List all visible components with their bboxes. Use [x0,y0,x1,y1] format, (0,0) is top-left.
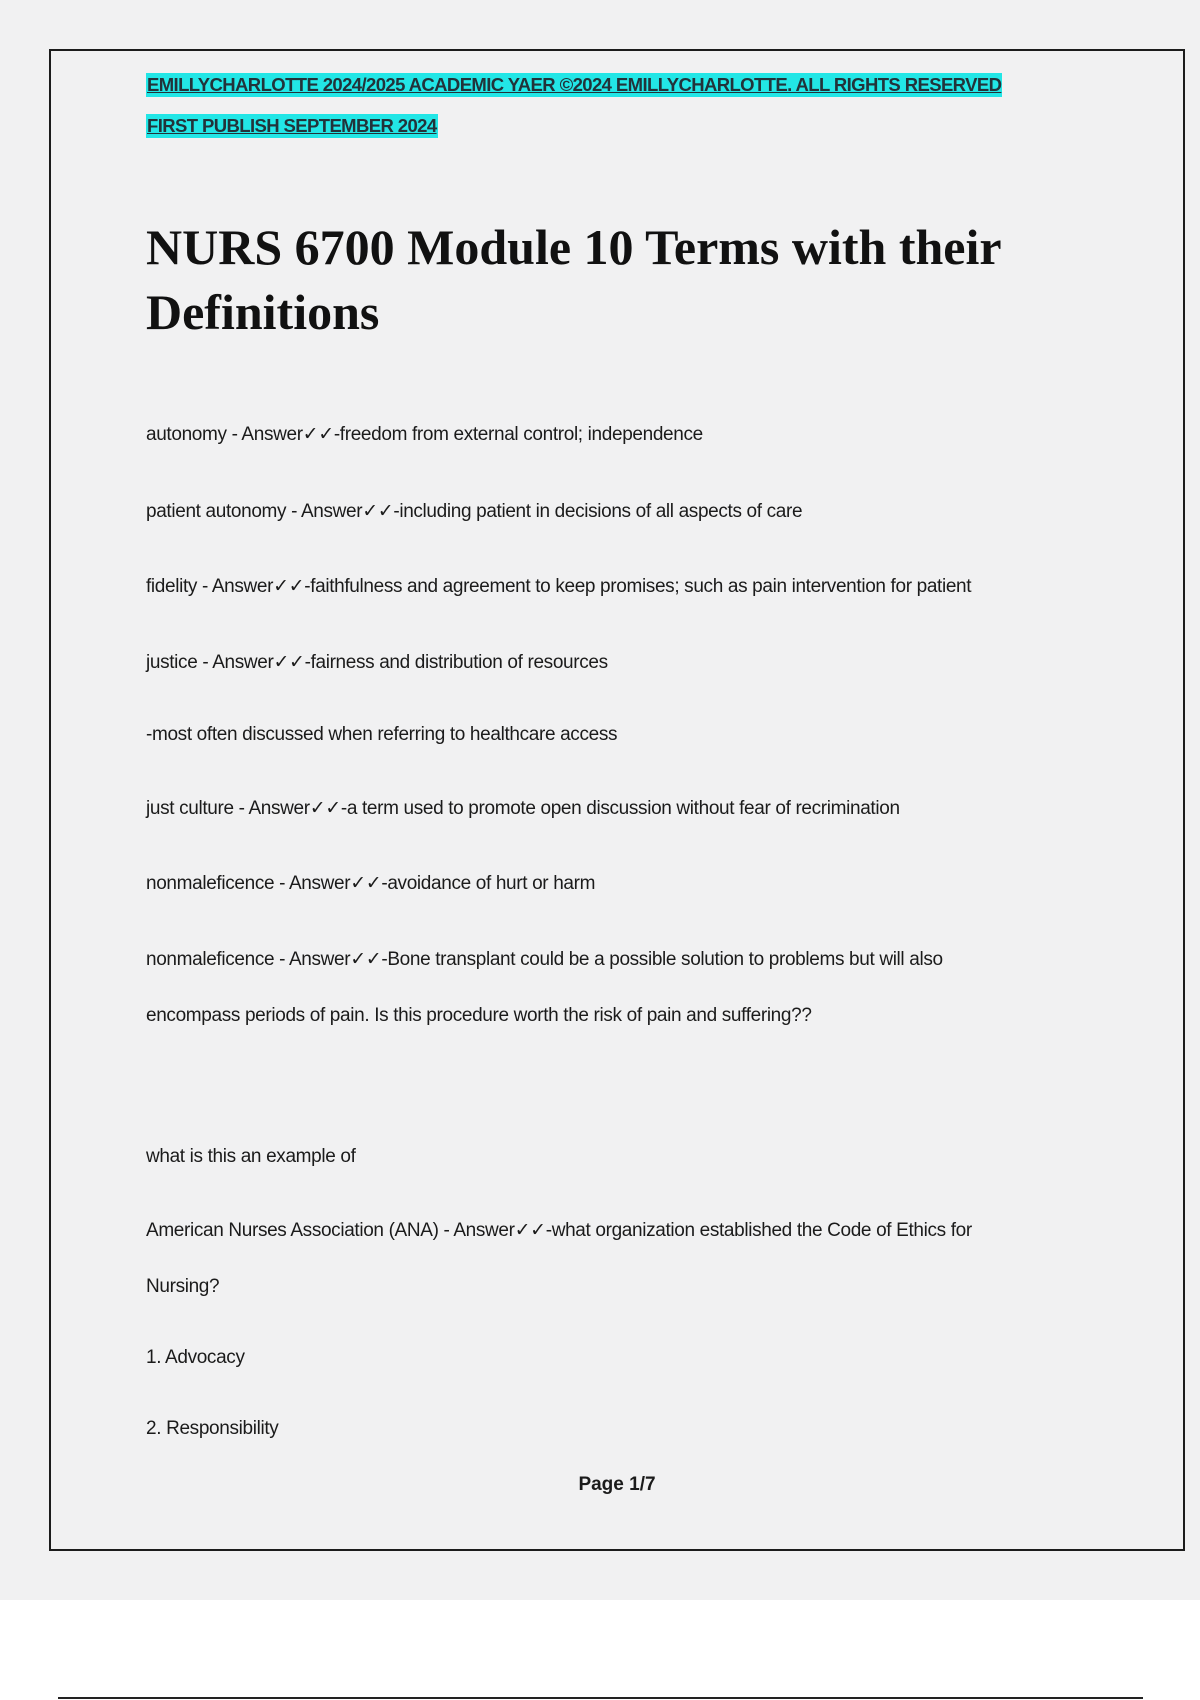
publish-date-header-text: FIRST PUBLISH SEPTEMBER 2024 [147,115,437,136]
list-item-responsibility: 2. Responsibility [146,1418,279,1439]
term-line-ana-cont: Nursing? [146,1276,220,1297]
list-item-advocacy: 1. Advocacy [146,1347,245,1368]
term-line-question: what is this an example of [146,1146,356,1167]
term-line-autonomy: autonomy - Answer✓✓-freedom from external control; independence [146,424,703,445]
next-page-top-rule [58,1697,1143,1699]
document-title: NURS 6700 Module 10 Terms with their Definitions [146,219,1001,340]
copyright-header [146,74,1002,96]
term-line-nonmaleficence: nonmaleficence - Answer✓✓-avoidance of hurt or harm [146,873,596,894]
term-line-justice-note: -most often discussed when referring to healthcare access [146,724,618,745]
term-line-nonmaleficence-example: nonmaleficence - Answer✓✓-Bone transplant could be a possible solution to problems but will also [146,949,943,970]
term-line-nonmaleficence-example-cont: encompass periods of pain. Is this procedure worth the risk of pain and suffering?? [146,1005,812,1026]
term-line-patient-autonomy: patient autonomy - Answer✓✓-including patient in decisions of all aspects of care [146,501,803,522]
term-line-fidelity: fidelity - Answer✓✓-faithfulness and agreement to keep promises; such as pain intervention for patient [146,576,972,597]
page-number: Page 1/7 [578,1474,656,1495]
term-line-justice: justice - Answer✓✓-fairness and distribution of resources [146,652,608,673]
copyright-header-text: EMILLYCHARLOTTE 2024/2025 ACADEMIC YAER ©2024 EMILLYCHARLOTTE. ALL RIGHTS RESERVED [147,74,1002,95]
term-line-ana: American Nurses Association (ANA) - Answer✓✓-what organization established the Code of Ethics for [146,1220,972,1241]
term-line-just-culture: just culture - Answer✓✓-a term used to promote open discussion without fear of recrimination [146,798,900,819]
publish-date-header [146,115,438,137]
